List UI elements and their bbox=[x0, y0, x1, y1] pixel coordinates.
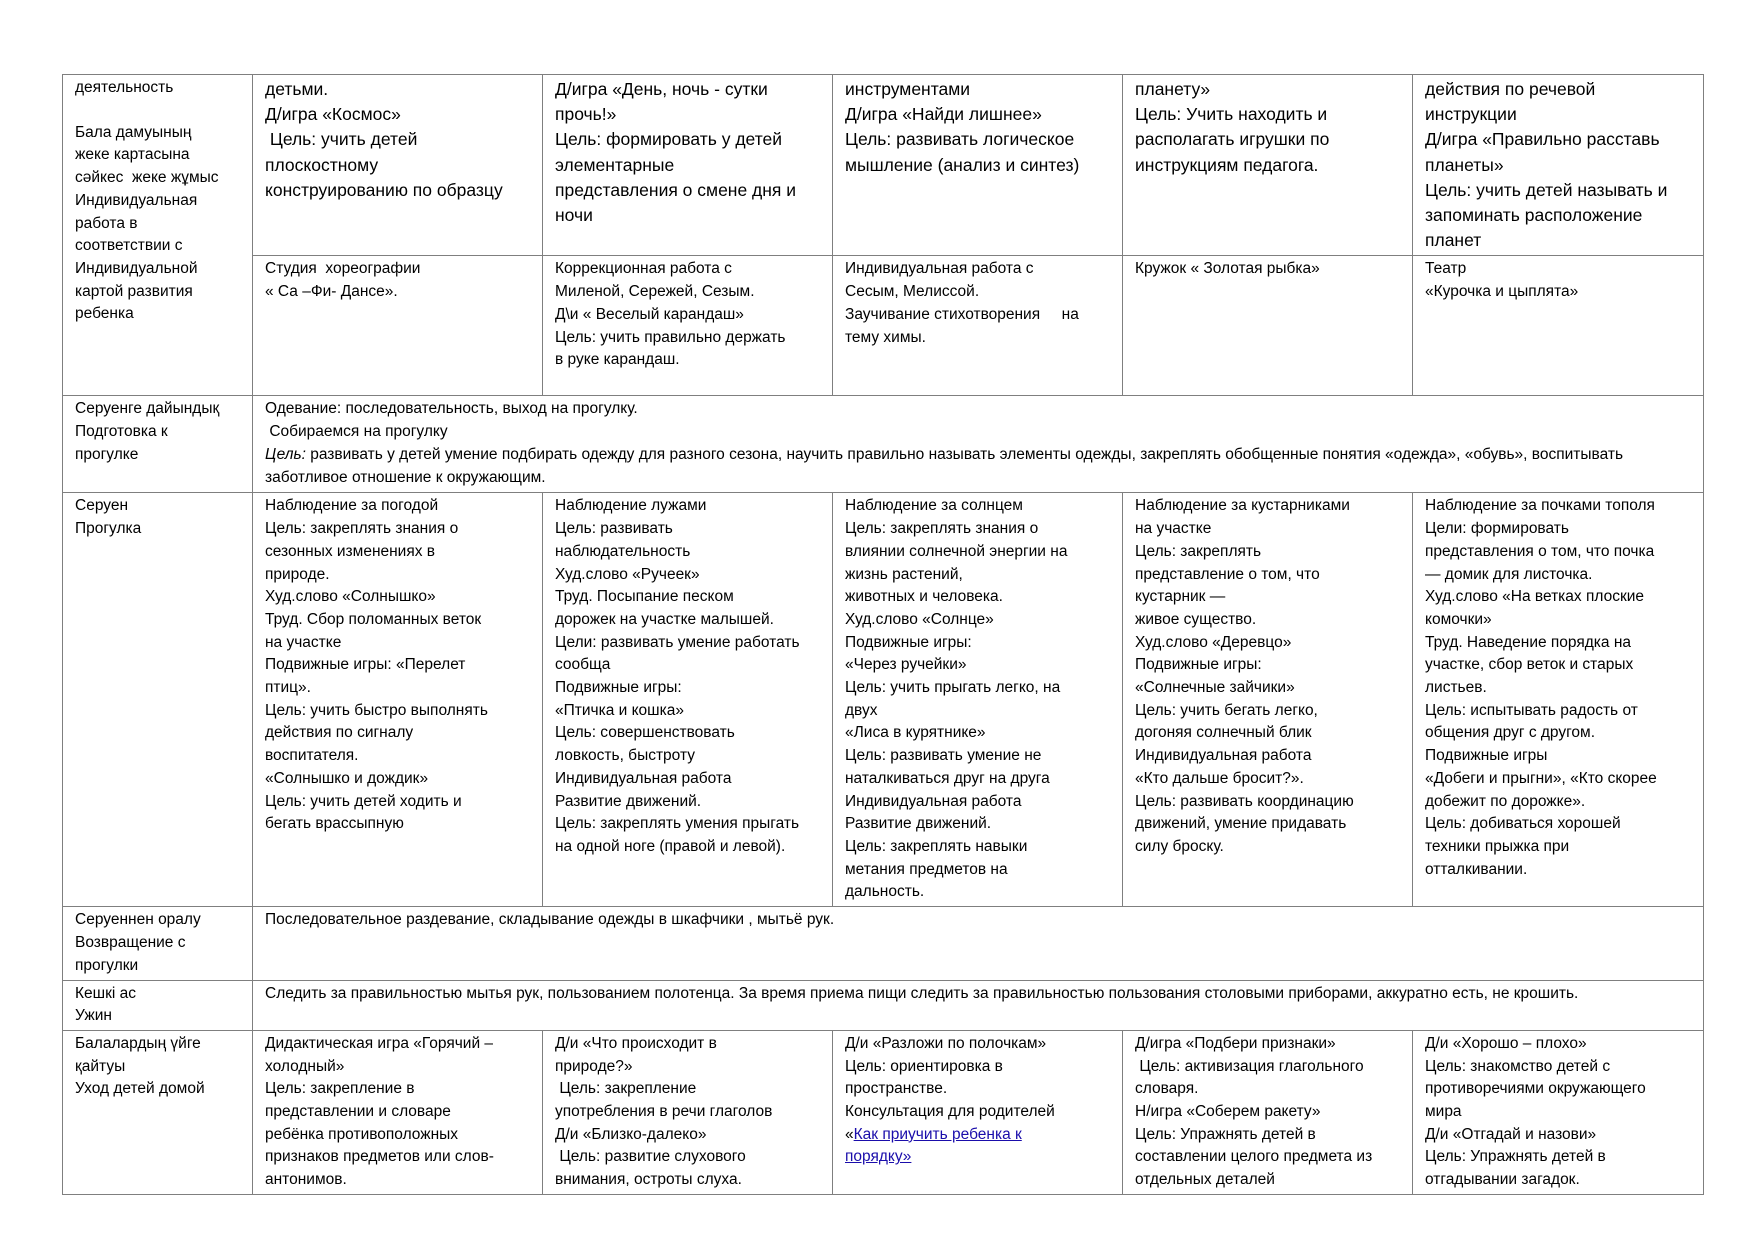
text-line: Д/и «Хорошо – плохо» bbox=[1425, 1034, 1587, 1052]
text-line: Труд. Наведение порядка на bbox=[1425, 633, 1632, 651]
return-content: Последовательное раздевание, складывание одежды в шкафчики , мытьё рук. bbox=[253, 907, 1704, 980]
text-line: располагать игрушки по bbox=[1135, 129, 1330, 150]
text-line: Серуенге дайындық bbox=[75, 400, 220, 418]
text-line: Цель: Учить находить и bbox=[1135, 104, 1328, 125]
text-line: добежит по дорожке». bbox=[1425, 792, 1586, 810]
text-line: инструкции bbox=[1425, 104, 1517, 125]
game-cell-fri bbox=[1413, 75, 1704, 256]
text-line: Студия хореографии bbox=[265, 260, 421, 278]
text-line: в руке карандаш. bbox=[555, 351, 680, 369]
text-line: жеке картасына bbox=[75, 146, 190, 164]
activity-label-cell bbox=[63, 75, 253, 396]
text-line: представлении и словаре bbox=[265, 1103, 451, 1121]
text-line: участке, сбор веток и старых bbox=[1425, 656, 1634, 674]
quote-open: « bbox=[845, 1125, 854, 1143]
text-line: картой развития bbox=[75, 282, 193, 300]
home-label bbox=[63, 1030, 253, 1194]
text-line: отгадывании загадок. bbox=[1425, 1171, 1580, 1189]
text-line: Цель: испытывать радость от bbox=[1425, 701, 1638, 719]
text-line: Цель: добиваться хорошей bbox=[1425, 815, 1621, 833]
text-line: представление о том, что bbox=[1135, 565, 1320, 583]
individual-cell-wed bbox=[833, 256, 1123, 396]
text-line: природе?» bbox=[555, 1057, 633, 1075]
text-line: Индивидуальная работа bbox=[845, 792, 1022, 810]
text-line: Д/и «Что происходит в bbox=[555, 1034, 717, 1052]
text-line: планеты» bbox=[1425, 154, 1504, 175]
text-line: Цель: учить детей называть и bbox=[1425, 179, 1668, 200]
walk-prep-label bbox=[63, 396, 253, 493]
text-line: мира bbox=[1425, 1103, 1462, 1121]
game-cell-mon bbox=[253, 75, 543, 256]
walk-prep-content bbox=[253, 396, 1704, 493]
text-line: «Курочка и цыплята» bbox=[1425, 283, 1579, 301]
text-line: Подвижные игры: bbox=[845, 633, 972, 651]
text-line: двух bbox=[845, 701, 878, 719]
text-line: Д\и « Веселый карандаш» bbox=[555, 305, 744, 323]
text-line: Цель: учить бегать легко, bbox=[1135, 701, 1318, 719]
text-line: Серуеннен оралу bbox=[75, 911, 201, 929]
text-line: Подвижные игры: bbox=[555, 679, 682, 697]
text-line: наблюдательность bbox=[555, 542, 691, 560]
walk-prep-goal bbox=[265, 444, 1693, 489]
text-line: Цель: закреплять bbox=[1135, 542, 1262, 560]
home-cell-wed bbox=[833, 1030, 1123, 1194]
weekly-plan-table bbox=[62, 74, 1704, 1195]
text-line: « Са –Фи- Дансе». bbox=[265, 283, 398, 301]
game-cell-tue bbox=[543, 75, 833, 256]
text-line: Бала дамуының bbox=[75, 123, 192, 141]
activity-individual-row bbox=[63, 256, 1704, 396]
text-line: Цель: развитие слухового bbox=[555, 1148, 746, 1166]
text-line: плоскостному bbox=[265, 154, 379, 175]
text-line: на участке bbox=[265, 633, 342, 651]
home-cell-fri bbox=[1413, 1030, 1704, 1194]
text-line: составлении целого предмета из bbox=[1135, 1148, 1373, 1166]
home-cell-thu bbox=[1123, 1030, 1413, 1194]
text-line: воспитателя. bbox=[265, 747, 359, 765]
text-line: ребёнка противоположных bbox=[265, 1125, 459, 1143]
text-line: отталкивании. bbox=[1425, 860, 1528, 878]
text-line: Подвижные игры: bbox=[1135, 656, 1262, 674]
text-line: Индивидуальной bbox=[75, 259, 198, 277]
text-line: «Лиса в курятнике» bbox=[845, 724, 986, 742]
individual-cell-thu bbox=[1123, 256, 1413, 396]
text-line: движений, умение придавать bbox=[1135, 815, 1347, 833]
text-line: действия по речевой bbox=[1425, 79, 1596, 99]
text-line: Д/и «Близко-далеко» bbox=[555, 1125, 707, 1143]
walk-row bbox=[63, 493, 1704, 907]
consultation-link-line-2 bbox=[845, 1146, 1112, 1169]
text-line: Индивидуальная работа bbox=[1135, 747, 1312, 765]
dinner-content: Следить за правильностью мытья рук, пользованием полотенца. За время приема пищи следить за правильностью пользования столовыми приборами, аккуратно есть, не крошить. bbox=[253, 980, 1704, 1030]
text-line: Худ.слово «На ветках плоские bbox=[1425, 588, 1645, 606]
text-line: Цель: активизация глагольного bbox=[1135, 1057, 1364, 1075]
text-line: мышление (анализ и синтез) bbox=[845, 154, 1080, 175]
text-line: Дидактическая игра «Горячий – bbox=[265, 1034, 494, 1052]
goal-prefix: Цель: bbox=[265, 445, 306, 463]
text-line: антонимов. bbox=[265, 1171, 347, 1189]
dinner-row bbox=[63, 980, 1704, 1030]
text-line: Цель: закреплять умения прыгать bbox=[555, 815, 800, 833]
walk-cell-wed bbox=[833, 493, 1123, 907]
text-line: Цель: Упражнять детей в bbox=[1135, 1125, 1316, 1143]
text-line: Серуен bbox=[75, 497, 129, 515]
text-line: живое существо. bbox=[1135, 610, 1257, 628]
text-line: инструментами bbox=[845, 79, 971, 99]
text-line: Подвижные игры bbox=[1425, 747, 1548, 765]
text-line: Наблюдение за почками тополя bbox=[1425, 497, 1655, 515]
text-line: представления о смене дня и bbox=[555, 179, 797, 200]
text-line: животных и человека. bbox=[845, 588, 1003, 606]
text-line: Цель: учить детей bbox=[265, 129, 418, 150]
text-line: Д/и «Разложи по полочкам» bbox=[845, 1034, 1047, 1052]
text-line: сезонных изменениях в bbox=[265, 542, 436, 560]
walk-cell-tue bbox=[543, 493, 833, 907]
text-line: Д/игра «Найди лишнее» bbox=[845, 104, 1042, 125]
walk-label bbox=[63, 493, 253, 907]
text-line: ребенка bbox=[75, 305, 134, 323]
text-line: «Птичка и кошка» bbox=[555, 701, 684, 719]
text-line: Балалардың үйге bbox=[75, 1034, 201, 1052]
game-cell-thu bbox=[1123, 75, 1413, 256]
text-line: Цель: знакомство детей с bbox=[1425, 1057, 1611, 1075]
activity-games-row bbox=[63, 75, 1704, 256]
text-line: сәйкес жеке жұмыс bbox=[75, 169, 219, 187]
text-line bbox=[75, 100, 242, 122]
text-line: техники прыжка при bbox=[1425, 837, 1570, 855]
text-line: прогулке bbox=[75, 445, 139, 463]
text-line: Цель: закреплять знания о bbox=[845, 520, 1039, 538]
dinner-label bbox=[63, 980, 253, 1030]
text-line: холодный» bbox=[265, 1057, 345, 1075]
text-line: Заучивание стихотворения на bbox=[845, 305, 1079, 323]
text-line: дорожек на участке малышей. bbox=[555, 610, 774, 628]
text-line: Уход детей домой bbox=[75, 1080, 205, 1098]
walk-cell-mon bbox=[253, 493, 543, 907]
text-line: Цель: учить детей ходить и bbox=[265, 792, 462, 810]
text-line: Цель: формировать у детей bbox=[555, 129, 783, 150]
walk-cell-thu bbox=[1123, 493, 1413, 907]
text-line: прочь!» bbox=[555, 104, 617, 125]
text-line: Цель: закреплять навыки bbox=[845, 837, 1028, 855]
text-line: Одевание: последовательность, выход на прогулку. bbox=[265, 400, 638, 418]
text-line: Цель: учить правильно держать bbox=[555, 328, 786, 346]
text-line: Труд. Сбор поломанных веток bbox=[265, 610, 482, 628]
consultation-link-line-1 bbox=[845, 1124, 1112, 1147]
text-line: признаков предметов или слов- bbox=[265, 1148, 494, 1166]
text-line: Худ.слово «Деревцо» bbox=[1135, 633, 1292, 651]
text-line: ловкость, быстроту bbox=[555, 747, 695, 765]
text-line: жизнь растений, bbox=[845, 565, 963, 583]
text-line: Д/игра «Правильно расставь bbox=[1425, 129, 1660, 150]
text-line: «Через ручейки» bbox=[845, 656, 967, 674]
text-line: работа в bbox=[75, 214, 138, 232]
text-line: Цель: развивать координацию bbox=[1135, 792, 1354, 810]
text-line: Цель: совершенствовать bbox=[555, 724, 735, 742]
text-line: Ужин bbox=[75, 1007, 112, 1025]
text-line: қайтуы bbox=[75, 1057, 126, 1075]
text-line: Консультация для родителей bbox=[845, 1103, 1055, 1121]
text-line: элементарные bbox=[555, 154, 675, 175]
home-cell-mon bbox=[253, 1030, 543, 1194]
text-line: Н/игра «Соберем ракету» bbox=[1135, 1103, 1321, 1121]
text-line: Кешкі ас bbox=[75, 984, 136, 1002]
text-line: Индивидуальная работа bbox=[555, 769, 732, 787]
individual-cell-tue bbox=[543, 256, 833, 396]
text-line: тему химы. bbox=[845, 328, 926, 346]
text-line: — домик для листочка. bbox=[1425, 565, 1593, 583]
text-line: Наблюдение за кустарниками bbox=[1135, 497, 1350, 515]
text-line: Цели: формировать bbox=[1425, 520, 1569, 538]
text-line: детьми. bbox=[265, 79, 329, 99]
text-line: Худ.слово «Солнце» bbox=[845, 610, 994, 628]
text-line: отдельных деталей bbox=[1135, 1171, 1275, 1189]
text-line: Д/игра «День, ночь - сутки bbox=[555, 79, 768, 99]
text-line: Собираемся на прогулку bbox=[265, 423, 448, 441]
text-line: наталкиваться друг на друга bbox=[845, 769, 1050, 787]
text-line: конструированию по образцу bbox=[265, 179, 503, 200]
text-line: Миленой, Сережей, Сезым. bbox=[555, 283, 755, 301]
goal-text: развивать у детей умение подбирать одежду для разного сезона, научить правильно называть элементы одежды, закреплять обобщенные понятия «одежда», «обувь», воспитывать заботливое отношение к окружающим. bbox=[265, 445, 1624, 486]
text-line: Цель: учить прыгать легко, на bbox=[845, 679, 1061, 697]
text-line: птиц». bbox=[265, 679, 311, 697]
walk-cell-fri bbox=[1413, 493, 1704, 907]
text-line: Подвижные игры: «Перелет bbox=[265, 656, 466, 674]
text-line: Наблюдение за погодой bbox=[265, 497, 439, 515]
text-line: Цель: ориентировка в bbox=[845, 1057, 1003, 1075]
text-line: Д/и «Отгадай и назови» bbox=[1425, 1125, 1597, 1143]
text-line: листьев. bbox=[1425, 679, 1487, 697]
text-line: Д/игра «Подбери признаки» bbox=[1135, 1034, 1336, 1052]
text-line: «Добеги и прыгни», «Кто скорее bbox=[1425, 769, 1657, 787]
text-line: Наблюдение за солнцем bbox=[845, 497, 1023, 515]
game-cell-wed bbox=[833, 75, 1123, 256]
text-line: влиянии солнечной энергии на bbox=[845, 542, 1068, 560]
text-line: природе. bbox=[265, 565, 330, 583]
text-line: Цель: развивать bbox=[555, 520, 673, 538]
text-line: Кружок « Золотая рыбка» bbox=[1135, 260, 1320, 278]
walk-prep-row bbox=[63, 396, 1704, 493]
text-line: кустарник — bbox=[1135, 588, 1226, 606]
text-line: на одной ноге (правой и левой). bbox=[555, 837, 786, 855]
consultation-link-cont[interactable]: порядку» bbox=[845, 1148, 912, 1166]
text-line: на участке bbox=[1135, 520, 1212, 538]
text-line: Индивидуальная bbox=[75, 191, 198, 209]
text-line: ночи bbox=[555, 205, 593, 226]
text-line: Худ.слово «Солнышко» bbox=[265, 588, 436, 606]
text-line: запоминать расположение bbox=[1425, 205, 1643, 226]
return-row bbox=[63, 907, 1704, 980]
text-line: Подготовка к bbox=[75, 423, 168, 441]
text-line: действия по сигналу bbox=[265, 724, 414, 742]
text-line: Прогулка bbox=[75, 520, 142, 538]
text-line: Цель: закрепление в bbox=[265, 1080, 415, 1098]
text-line: метания предметов на bbox=[845, 860, 1008, 878]
text-line: Д/игра «Космос» bbox=[265, 104, 401, 125]
text-line: комочки» bbox=[1425, 610, 1492, 628]
text-line: Труд. Посыпание песком bbox=[555, 588, 734, 606]
text-line: Худ.слово «Ручеек» bbox=[555, 565, 700, 583]
text-line: соответствии с bbox=[75, 237, 183, 255]
text-line: прогулки bbox=[75, 956, 139, 974]
text-line: общения друг с другом. bbox=[1425, 724, 1596, 742]
text-line: планету» bbox=[1135, 79, 1211, 99]
text-line: пространстве. bbox=[845, 1080, 948, 1098]
text-line: Развитие движений. bbox=[555, 792, 702, 810]
text-line: словаря. bbox=[1135, 1080, 1199, 1098]
text-line: Цель: развивать логическое bbox=[845, 129, 1075, 150]
text-line: Цель: учить быстро выполнять bbox=[265, 701, 488, 719]
home-row bbox=[63, 1030, 1704, 1194]
text-line: сообща bbox=[555, 656, 611, 674]
text-line: Цель: закрепление bbox=[555, 1080, 697, 1098]
individual-cell-fri bbox=[1413, 256, 1704, 396]
text-line: Театр bbox=[1425, 260, 1467, 278]
text-line: Развитие движений. bbox=[845, 815, 992, 833]
text-line: Цели: развивать умение работать bbox=[555, 633, 800, 651]
text-line: Сесым, Мелиссой. bbox=[845, 283, 980, 301]
text-line: противоречиями окружающего bbox=[1425, 1080, 1646, 1098]
text-line: Цель: развивать умение не bbox=[845, 747, 1042, 765]
text-line: дальность. bbox=[845, 883, 925, 901]
text-line: Цель: закреплять знания о bbox=[265, 520, 459, 538]
text-line: догоняя солнечный блик bbox=[1135, 724, 1312, 742]
consultation-link[interactable]: Как приучить ребенка к bbox=[853, 1125, 1022, 1143]
text-line: инструкциям педагога. bbox=[1135, 154, 1319, 175]
text-line: бегать врассыпную bbox=[265, 815, 404, 833]
text-line: Индивидуальная работа с bbox=[845, 260, 1034, 278]
return-label bbox=[63, 907, 253, 980]
text-line: деятельность bbox=[75, 79, 174, 96]
text-line: употребления в речи глаголов bbox=[555, 1103, 773, 1121]
text-line: силу броску. bbox=[1135, 837, 1224, 855]
home-cell-tue bbox=[543, 1030, 833, 1194]
text-line: Возвращение с bbox=[75, 934, 186, 952]
text-line: «Солнечные зайчики» bbox=[1135, 679, 1295, 697]
text-line: Наблюдение лужами bbox=[555, 497, 707, 515]
text-line: Цель: Упражнять детей в bbox=[1425, 1148, 1606, 1166]
text-line: представления о том, что почка bbox=[1425, 542, 1655, 560]
individual-cell-mon bbox=[253, 256, 543, 396]
text-line: «Кто дальше бросит?». bbox=[1135, 769, 1304, 787]
text-line: Коррекционная работа с bbox=[555, 260, 732, 278]
text-line: планет bbox=[1425, 230, 1482, 251]
text-line: «Солнышко и дождик» bbox=[265, 769, 429, 787]
text-line: внимания, остроты слуха. bbox=[555, 1171, 742, 1189]
